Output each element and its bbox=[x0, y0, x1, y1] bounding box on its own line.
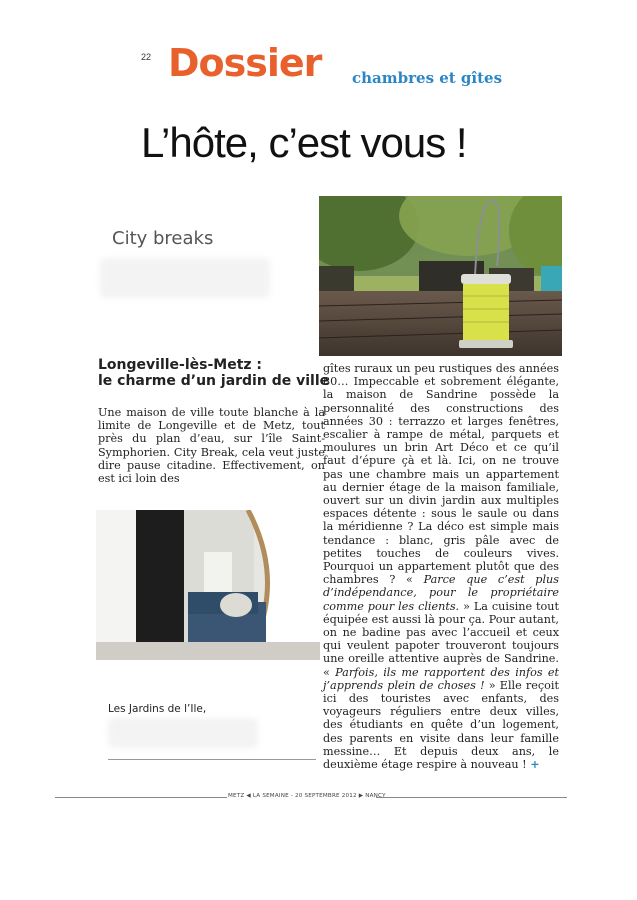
quote-infos: Parfois, ils me rapportent des infos et j’apprends plein de choses ! bbox=[323, 665, 559, 692]
living-room-image bbox=[96, 510, 320, 660]
article-title bbox=[98, 357, 330, 389]
quote-independence: Parce que c’est plus d’indépendance, pour le propriétaire comme pour les clients. bbox=[323, 573, 559, 613]
room-photo bbox=[96, 510, 320, 660]
article-body bbox=[323, 362, 559, 771]
article-title-line-1: Longeville-lès-Metz : bbox=[98, 357, 263, 373]
end-mark-icon: + bbox=[530, 757, 540, 772]
body-text-2: » La cuisine tout équipée est aussi là pour ça. Pour autant, on ne badine pas avec l’accueil et ceux qui veulent papoter trouveront toujours une oreille attentive auprès de Sandrine. « bbox=[323, 599, 559, 679]
article-title-line-2: le charme d’un jardin de ville bbox=[98, 373, 330, 389]
page-headline: L’hôte, c’est vous ! bbox=[141, 119, 467, 166]
caption-divider bbox=[108, 759, 316, 760]
footer-rule-left bbox=[55, 797, 227, 798]
photo-caption: Les Jardins de l’Ile, bbox=[108, 703, 207, 715]
blurred-text-area bbox=[100, 258, 270, 298]
body-text-1: gîtes ruraux un peu rustiques des années 80… Impeccable et sobrement élégante, la maison de Sandrine possède la personnalité des constructions des années 30 : terrazzo et larges fenêtres, escalier à rampe de métal, parquets et moulures un brin Art Déco et ce qu’il faut d’épure çà et là. Ici, on ne trouve pas une chambre mais un appartement au dernier étage de la maison familiale, ouvert sur un divin jardin aux multiples espaces détente : sous le saule ou dans la méridienne ? La déco est simple mais tendance : blanc, gris pâle avec de petites touches de couleurs vives. Pourquoi un appartement plutôt que des chambres ? « bbox=[323, 362, 559, 587]
article-intro: Une maison de ville toute blanche à la limite de Longeville et de Metz, tout près du plan d’eau, sur l’île Saint-Symphorien. City Break, cela veut juste dire pause citadine. Effectivement, on est ici loin des bbox=[98, 406, 325, 486]
page-number: 22 bbox=[141, 52, 152, 62]
footer-rule-right bbox=[376, 797, 567, 798]
garden-photo bbox=[319, 196, 562, 356]
section-subtitle: chambres et gîtes bbox=[352, 69, 503, 87]
blurred-caption-area bbox=[108, 718, 258, 748]
footer-folio: METZ ◀ LA SEMAINE - 20 SEPTEMBRE 2012 ▶ NANCY bbox=[228, 793, 386, 799]
garden-lantern-image bbox=[319, 196, 562, 356]
section-title: Dossier bbox=[168, 41, 322, 85]
category-label: City breaks bbox=[112, 228, 214, 249]
body-text-3: » Elle reçoit ici des touristes avec enfants, des voyageurs réguliers entre deux villes, des étudiants en quête d’un logement, des parents en visite dans leur famille messine… Et depuis deux ans, le deuxième étage respire à nouveau ! bbox=[323, 678, 559, 772]
